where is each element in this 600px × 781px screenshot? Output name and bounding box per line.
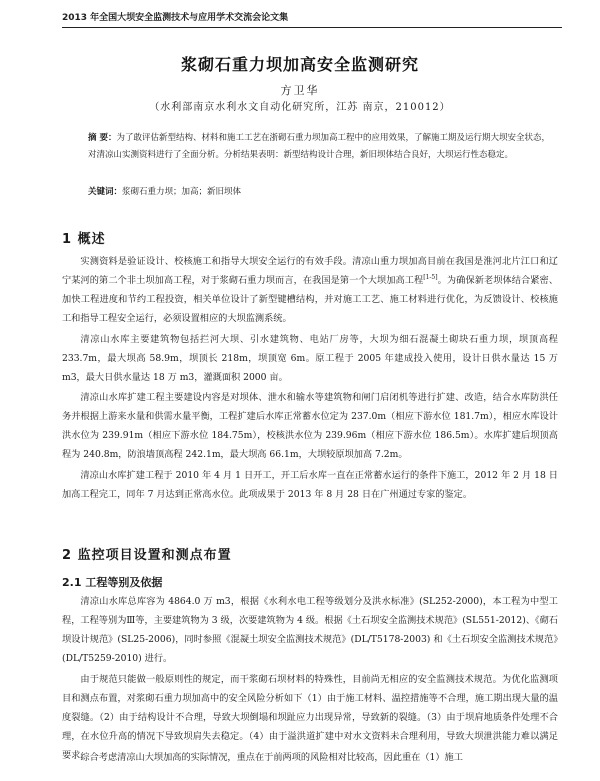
running-head: 2013 年全国大坝安全监测技术与应用学术交流会论文集 xyxy=(62,10,562,28)
citation-superscript: [1-5] xyxy=(423,273,438,281)
section-1-heading: 1 概述 xyxy=(62,232,106,247)
abstract-text: 为了敢评估新型结构、材料和施工工艺在浙砌石重力坝加高工程中的应用效果，了解施工期及运行期大坝安全状态，对清凉山实测资料进行了全面分析。分析结果表明：新型结构设计合理，新旧坝体结合良好，大坝运行性态稳定。 xyxy=(88,133,550,160)
section-2-1-paragraph-1: 清凉山水库总库容为 4864.0 万 m3，根据《水利水电工程等级划分及洪水标准》(SL252-2000)，本工程为中型工程，工程等别为Ⅲ等，主要建筑物为 3 级，次要建筑物为 4 级。根据《土石坝安全监测技术规范》(SL551-2012)、《砌石坝设计规范》(SL25-2006)，同时参照《混凝土坝安全监测技术规范》(DL/T5178-2003) 和《土石坝安全监测技术规范》(DL/T5259-2010) 进行。 xyxy=(62,596,558,664)
section-2-1-heading: 2.1 工程等别及依据 xyxy=(62,576,163,589)
section-2-heading: 2 监控项目设置和测点布置 xyxy=(62,548,232,563)
section-1-paragraph-1 xyxy=(62,252,558,328)
author-affiliation: （水利部南京水利水文自动化研究所，江苏 南京，210012） xyxy=(149,102,451,113)
paragraph-text: 实测资料是验证设计、校核施工和指导大坝安全运行的有效手段。清凉山重力坝加高目前在我国是淮河北片江口和辽宁某河的第二个非土坝加高工程，对于浆砌石重力坝而言，在我国是第一个大坝加高工程 xyxy=(62,256,558,286)
abstract-label: 摘 要： xyxy=(88,133,117,143)
author-name: 方卫华 xyxy=(280,84,320,97)
keywords-label: 关键词： xyxy=(88,187,123,197)
keywords xyxy=(88,185,558,197)
keywords-text: 浆砌石重力坝；加高；新旧坝体 xyxy=(122,187,242,197)
section-2-1-paragraph-2: 由于规范只能做一般原则性的规定，而干浆砌石坝材料的特殊性，目前尚无相应的安全监测技术规范。为优化监测项目和测点布置，对浆砌石重力坝加高中的安全风险分析如下（1）由于施工材料、温控措施等不合理，施工期出现大量的温度裂缝。（2）由于结构设计不合理，导致大坝倒塌和坝趾应力出现异常，导致新的裂缝。（3）由于坝肩地质条件处理不合理，在水位升高的情况下导致坝肩失去稳定。（4）由于溢洪道扩建中对水文资料未合理利用，导致大坝泄洪能力难以满足要求。 xyxy=(62,674,558,761)
section-2-1-paragraph-3: 综合考虑清凉山大坝加高的实际情况，重点在于前两项的风险相对比较高，因此重在（1）施工 xyxy=(80,752,463,763)
abstract xyxy=(88,130,558,164)
section-1-paragraph-3: 清凉山水库扩建工程主要建设内容是对坝体、泄水和输水等建筑物和闸门启闭机等进行扩建、改造，结合水库防洪任务并根据上游来水量和供需水量平衡，工程扩建后水库正常蓄水位定为 237.0m（相应下游水位 181.7m），相应水库设计洪水位为 239.91m（相应下游水位 184.75m），校核洪水位为 239.96m（相应下游水位 186.5m）。水库扩建后坝顶高程为 240.8m，防浪墙顶高程 242.1m，最大坝高 66.1m，大坝较原坝加高 7.2m。 xyxy=(62,392,558,460)
section-1-paragraph-4: 清凉山水库扩建工程于 2010 年 4 月 1 日开工，开工后水库一直在正常蓄水运行的条件下施工，2012 年 2 月 18 日加高工程完工，同年 7 月达到正常高水位。此项成果于 2013 年 8 月 28 日在广州通过专家的鉴定。 xyxy=(62,470,558,500)
section-1-paragraph-2: 清凉山水库主要建筑物包括拦河大坝、引水建筑物、电站厂房等，大坝为细石混凝土砌块石重力坝，坝顶高程 233.7m，最大坝高 58.9m，坝顶长 218m，坝顶宽 6m。原工程于 2005 年建成投入使用，设计日供水量达 15 万 m3，最大日供水量达 18 万 m3，灌溉面积 2000 亩。 xyxy=(62,334,558,383)
paper-title: 浆砌石重力坝加高安全监测研究 xyxy=(180,55,419,74)
paragraph-text: 。为确保新老坝体结合紧密、加快工程进度和节约工程投资，相关单位设计了新型键槽结构，并对施工工艺、施工材料进行优化，为反馈设计、校核施工和指导工程安全运行，必须设置相应的大坝监测系统。 xyxy=(62,275,559,324)
